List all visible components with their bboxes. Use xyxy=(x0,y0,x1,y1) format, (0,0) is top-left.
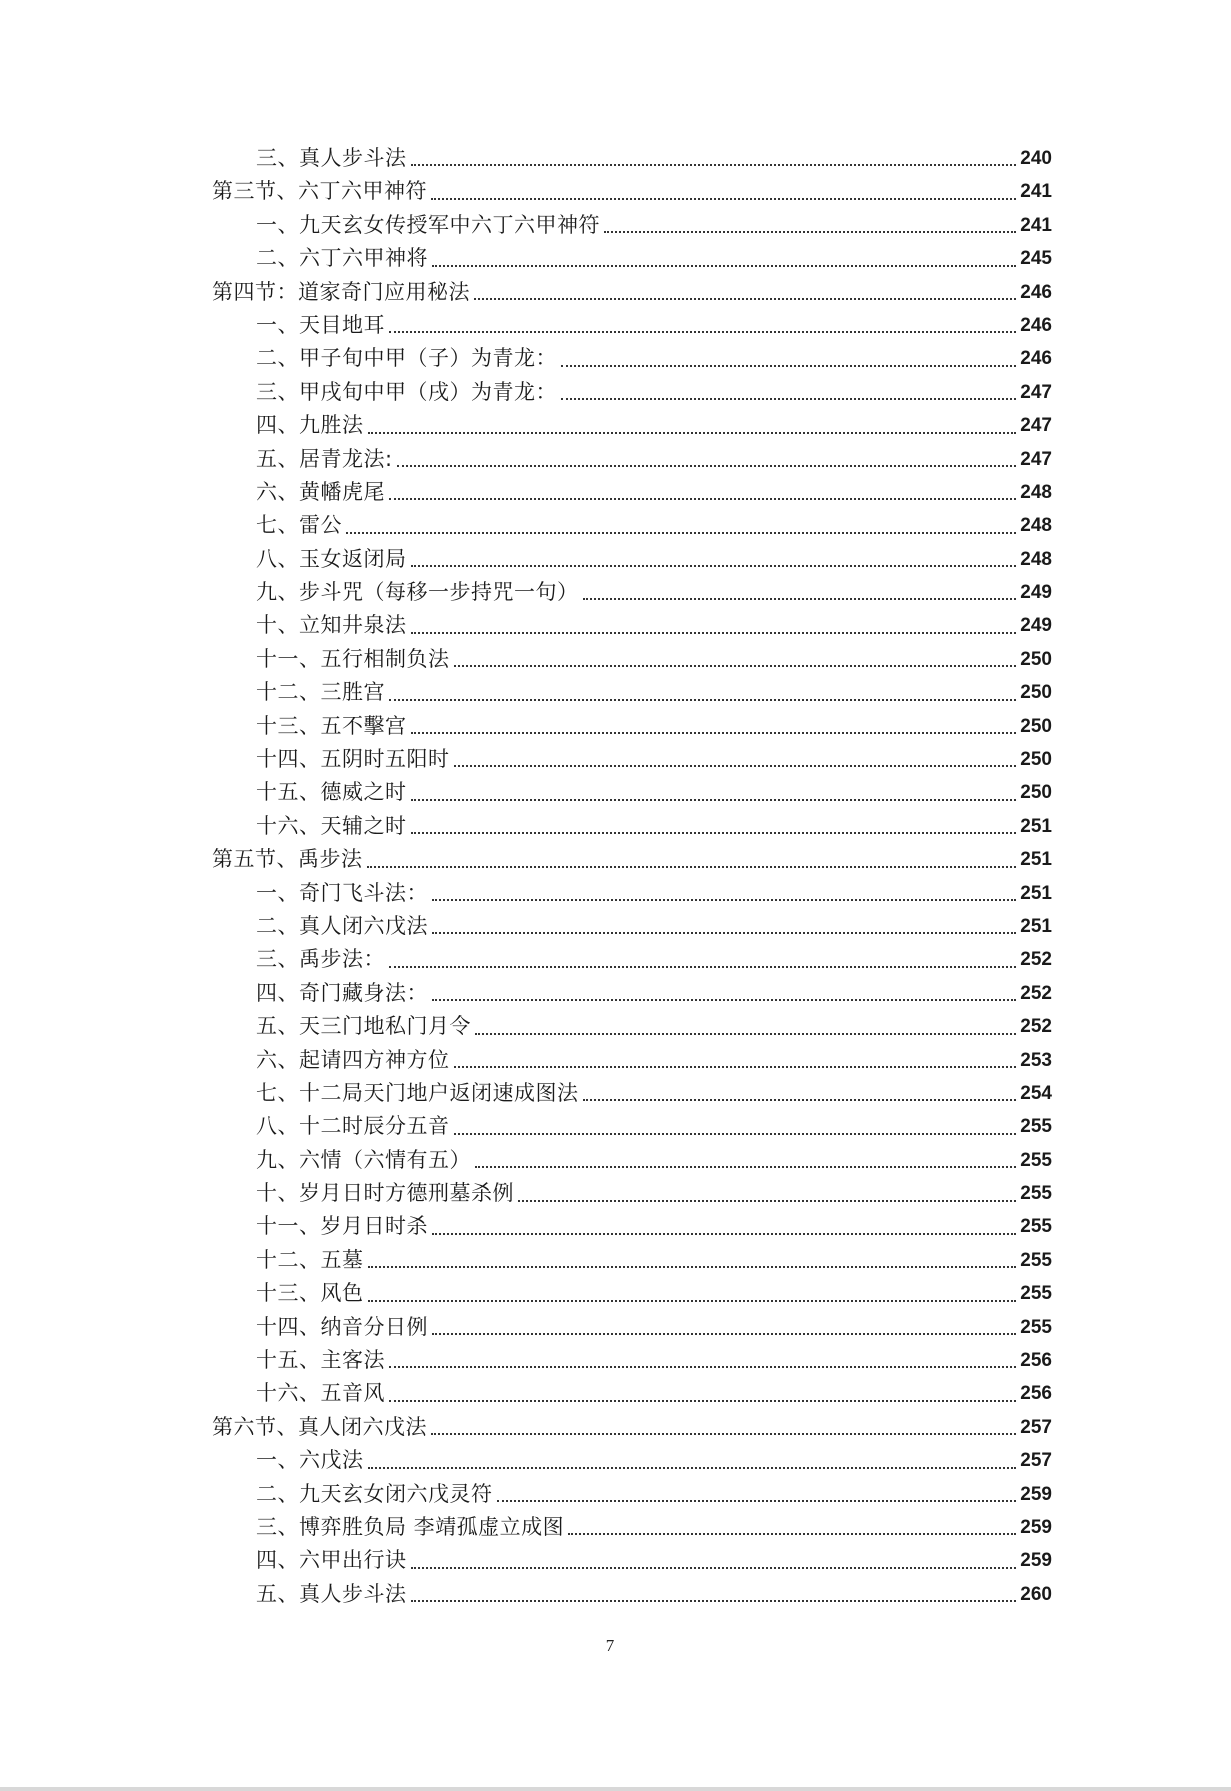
toc-entry-page: 255 xyxy=(1020,1216,1052,1238)
dot-leader xyxy=(411,732,1017,734)
toc-entry xyxy=(212,943,1052,976)
toc-entry xyxy=(212,443,1052,476)
toc-entry xyxy=(212,1077,1052,1110)
toc-entry xyxy=(212,309,1052,342)
dot-leader xyxy=(411,832,1017,834)
dot-leader xyxy=(368,1467,1017,1469)
dot-leader xyxy=(432,1233,1016,1235)
toc-entry-page: 248 xyxy=(1020,515,1052,537)
toc-entry-title: 十三、风色 xyxy=(256,1281,364,1306)
dot-leader xyxy=(583,598,1017,600)
toc-entry-page: 257 xyxy=(1020,1416,1052,1438)
toc-entry-title: 十、立知井泉法 xyxy=(256,613,407,638)
toc-entry xyxy=(212,543,1052,576)
toc-entry-title: 第三节、六丁六甲神符 xyxy=(212,179,427,204)
toc-entry-title: 八、十二时辰分五音 xyxy=(256,1114,450,1139)
dot-leader xyxy=(411,1567,1017,1569)
toc-entry-page: 256 xyxy=(1020,1350,1052,1372)
dot-leader xyxy=(432,932,1016,934)
toc-entry-title: 一、九天玄女传授军中六丁六甲神符 xyxy=(256,212,600,237)
dot-leader xyxy=(367,866,1017,868)
toc-entry-title: 四、六甲出行诀 xyxy=(256,1548,407,1573)
toc-entry xyxy=(212,877,1052,910)
dot-leader xyxy=(454,665,1017,667)
dot-leader xyxy=(389,1400,1016,1402)
toc-entry xyxy=(212,643,1052,676)
toc-entry-title: 七、雷公 xyxy=(256,513,342,538)
toc-entry-title: 三、甲戌旬中甲（戌）为青龙： xyxy=(256,379,557,404)
toc-entry-page: 255 xyxy=(1020,1249,1052,1271)
toc-entry-page: 250 xyxy=(1020,749,1052,771)
toc-section-heading xyxy=(212,175,1052,208)
toc-entry-page: 250 xyxy=(1020,782,1052,804)
toc-entry-page: 249 xyxy=(1020,615,1052,637)
toc-entry xyxy=(212,209,1052,242)
toc-entry xyxy=(212,810,1052,843)
toc-entry-page: 247 xyxy=(1020,415,1052,437)
dot-leader xyxy=(454,1133,1017,1135)
dot-leader xyxy=(604,231,1016,233)
toc-entry xyxy=(212,1578,1052,1611)
toc-entry-page: 259 xyxy=(1020,1517,1052,1538)
toc-entry xyxy=(212,1211,1052,1244)
toc-entry xyxy=(212,1544,1052,1577)
dot-leader xyxy=(368,1266,1017,1268)
toc-entry xyxy=(212,342,1052,375)
dot-leader xyxy=(432,1333,1016,1335)
toc-entry-page: 256 xyxy=(1020,1383,1052,1405)
toc-entry-title: 七、十二局天门地户返闭速成图法 xyxy=(256,1080,579,1105)
toc-entry-title: 一、奇门飞斗法： xyxy=(256,880,428,905)
toc-entry-title: 十五、主客法 xyxy=(256,1348,385,1373)
toc-entry-title: 四、九胜法 xyxy=(256,413,364,438)
toc-entry xyxy=(212,1511,1052,1544)
dot-leader xyxy=(411,632,1017,634)
toc-entry xyxy=(212,1444,1052,1477)
page-number: 7 xyxy=(605,1636,615,1655)
toc-entry-page: 254 xyxy=(1020,1082,1052,1104)
dot-leader xyxy=(389,966,1016,968)
toc-entry xyxy=(212,1344,1052,1377)
dot-leader xyxy=(561,398,1016,400)
toc-entry-page: 247 xyxy=(1020,448,1052,470)
toc-entry xyxy=(212,1244,1052,1277)
dot-leader xyxy=(389,699,1016,701)
toc-entry-page: 248 xyxy=(1020,548,1052,570)
toc-entry-title: 二、甲子旬中甲（子）为青龙： xyxy=(256,346,557,371)
toc-entry-title: 五、居青龙法: xyxy=(256,446,393,471)
toc-entry-page: 247 xyxy=(1020,381,1052,403)
toc-entry-title: 五、真人步斗法 xyxy=(256,1581,407,1606)
toc-entry xyxy=(212,409,1052,442)
toc-entry-page: 253 xyxy=(1020,1049,1052,1071)
dot-leader xyxy=(431,1433,1016,1435)
dot-leader xyxy=(454,1066,1017,1068)
toc-entry xyxy=(212,710,1052,743)
table-of-contents xyxy=(212,142,1052,1611)
dot-leader xyxy=(389,498,1016,500)
toc-entry-page: 251 xyxy=(1020,915,1052,937)
toc-entry-page: 249 xyxy=(1020,582,1052,604)
toc-entry xyxy=(212,509,1052,542)
toc-entry-page: 240 xyxy=(1020,147,1052,169)
toc-entry-title: 九、六情（六情有五） xyxy=(256,1147,471,1172)
dot-leader xyxy=(497,1500,1017,1502)
toc-section-heading xyxy=(212,1411,1052,1444)
dot-leader xyxy=(346,532,1016,534)
toc-entry-title: 二、六丁六甲神将 xyxy=(256,246,428,271)
toc-entry-page: 250 xyxy=(1020,682,1052,704)
dot-leader xyxy=(474,298,1016,300)
dot-leader xyxy=(454,765,1017,767)
toc-entry xyxy=(212,1110,1052,1143)
toc-entry xyxy=(212,910,1052,943)
toc-entry-title: 十一、岁月日时杀 xyxy=(256,1214,428,1239)
toc-entry xyxy=(212,977,1052,1010)
toc-entry-title: 五、天三门地私门月令 xyxy=(256,1014,471,1039)
dot-leader xyxy=(368,1300,1017,1302)
toc-entry-page: 250 xyxy=(1020,715,1052,737)
toc-entry-page: 259 xyxy=(1020,1550,1052,1572)
toc-entry-title: 二、真人闭六戊法 xyxy=(256,913,428,938)
toc-entry-title: 十四、五阴时五阳时 xyxy=(256,747,450,772)
toc-entry-page: 250 xyxy=(1020,648,1052,670)
toc-entry-title: 十四、纳音分日例 xyxy=(256,1314,428,1339)
toc-entry xyxy=(212,1277,1052,1310)
toc-entry xyxy=(212,1478,1052,1511)
toc-entry-page: 252 xyxy=(1020,982,1052,1004)
toc-section-heading xyxy=(212,276,1052,309)
toc-entry-page: 246 xyxy=(1020,348,1052,370)
toc-section-heading xyxy=(212,843,1052,876)
toc-entry xyxy=(212,142,1052,175)
dot-leader xyxy=(432,265,1016,267)
toc-entry xyxy=(212,743,1052,776)
page-bottom-edge xyxy=(0,1787,1231,1791)
toc-entry xyxy=(212,676,1052,709)
toc-entry-page: 248 xyxy=(1020,481,1052,503)
toc-entry xyxy=(212,242,1052,275)
toc-entry-title: 十六、五音风 xyxy=(256,1381,385,1406)
toc-entry xyxy=(212,776,1052,809)
toc-entry-title: 六、黄幡虎尾 xyxy=(256,479,385,504)
dot-leader xyxy=(432,899,1016,901)
toc-entry-title: 十、岁月日时方德刑墓杀例 xyxy=(256,1181,514,1206)
dot-leader xyxy=(518,1200,1016,1202)
toc-entry-title: 六、起请四方神方位 xyxy=(256,1047,450,1072)
toc-entry-page: 255 xyxy=(1020,1183,1052,1205)
toc-entry-title: 四、奇门藏身法： xyxy=(256,980,428,1005)
toc-entry xyxy=(212,1144,1052,1177)
toc-entry xyxy=(212,1010,1052,1043)
dot-leader xyxy=(475,1166,1016,1168)
dot-leader xyxy=(568,1533,1016,1535)
toc-entry xyxy=(212,1177,1052,1210)
toc-entry-page: 255 xyxy=(1020,1116,1052,1138)
toc-entry-title: 一、六戊法 xyxy=(256,1448,364,1473)
toc-entry-title: 十一、五行相制负法 xyxy=(256,646,450,671)
toc-entry-title: 八、玉女返闭局 xyxy=(256,546,407,571)
toc-entry-title: 第四节：道家奇门应用秘法 xyxy=(212,279,470,304)
toc-entry-title: 十五、德威之时 xyxy=(256,780,407,805)
toc-entry-page: 246 xyxy=(1020,281,1052,303)
toc-entry-page: 259 xyxy=(1020,1483,1052,1505)
toc-entry-title: 第五节、禹步法 xyxy=(212,847,363,872)
toc-entry-title: 十六、天辅之时 xyxy=(256,813,407,838)
toc-entry-title: 一、天目地耳 xyxy=(256,312,385,337)
toc-entry-page: 251 xyxy=(1020,882,1052,904)
toc-entry-page: 255 xyxy=(1020,1149,1052,1171)
toc-entry-page: 255 xyxy=(1020,1283,1052,1305)
toc-entry-page: 255 xyxy=(1020,1316,1052,1338)
dot-leader xyxy=(475,1033,1016,1035)
dot-leader xyxy=(411,164,1017,166)
toc-entry-title: 三、禹步法： xyxy=(256,947,385,972)
toc-entry-title: 十二、三胜宫 xyxy=(256,680,385,705)
toc-entry-page: 252 xyxy=(1020,1016,1052,1038)
toc-entry-page: 257 xyxy=(1020,1450,1052,1472)
dot-leader xyxy=(368,432,1017,434)
toc-entry-page: 241 xyxy=(1020,181,1052,203)
toc-entry-page: 260 xyxy=(1020,1583,1052,1605)
toc-entry xyxy=(212,476,1052,509)
dot-leader xyxy=(561,365,1016,367)
toc-entry-title: 三、博弈胜负局 李靖孤虚立成图 xyxy=(256,1515,565,1539)
dot-leader xyxy=(583,1099,1017,1101)
toc-entry xyxy=(212,376,1052,409)
toc-entry-page: 252 xyxy=(1020,949,1052,971)
toc-entry-title: 九、步斗咒（每移一步持咒一句） xyxy=(256,580,579,605)
dot-leader xyxy=(411,799,1017,801)
dot-leader xyxy=(411,565,1017,567)
toc-entry-title: 二、九天玄女闭六戊灵符 xyxy=(256,1481,493,1506)
dot-leader xyxy=(431,198,1016,200)
toc-entry-page: 241 xyxy=(1020,214,1052,236)
toc-entry-page: 251 xyxy=(1020,815,1052,837)
toc-entry xyxy=(212,1044,1052,1077)
dot-leader xyxy=(411,1600,1017,1602)
toc-entry-title: 第六节、真人闭六戊法 xyxy=(212,1414,427,1439)
toc-entry xyxy=(212,609,1052,642)
toc-entry-page: 246 xyxy=(1020,314,1052,336)
toc-entry xyxy=(212,576,1052,609)
dot-leader xyxy=(432,999,1016,1001)
toc-entry xyxy=(212,1311,1052,1344)
toc-entry-title: 三、真人步斗法 xyxy=(256,145,407,170)
toc-entry-title: 十二、五墓 xyxy=(256,1247,364,1272)
dot-leader xyxy=(397,465,1017,467)
toc-entry-page: 245 xyxy=(1020,248,1052,270)
toc-entry-title: 十三、五不擊宫 xyxy=(256,713,407,738)
toc-entry xyxy=(212,1377,1052,1410)
dot-leader xyxy=(389,331,1016,333)
dot-leader xyxy=(389,1366,1016,1368)
toc-entry-page: 251 xyxy=(1020,849,1052,871)
